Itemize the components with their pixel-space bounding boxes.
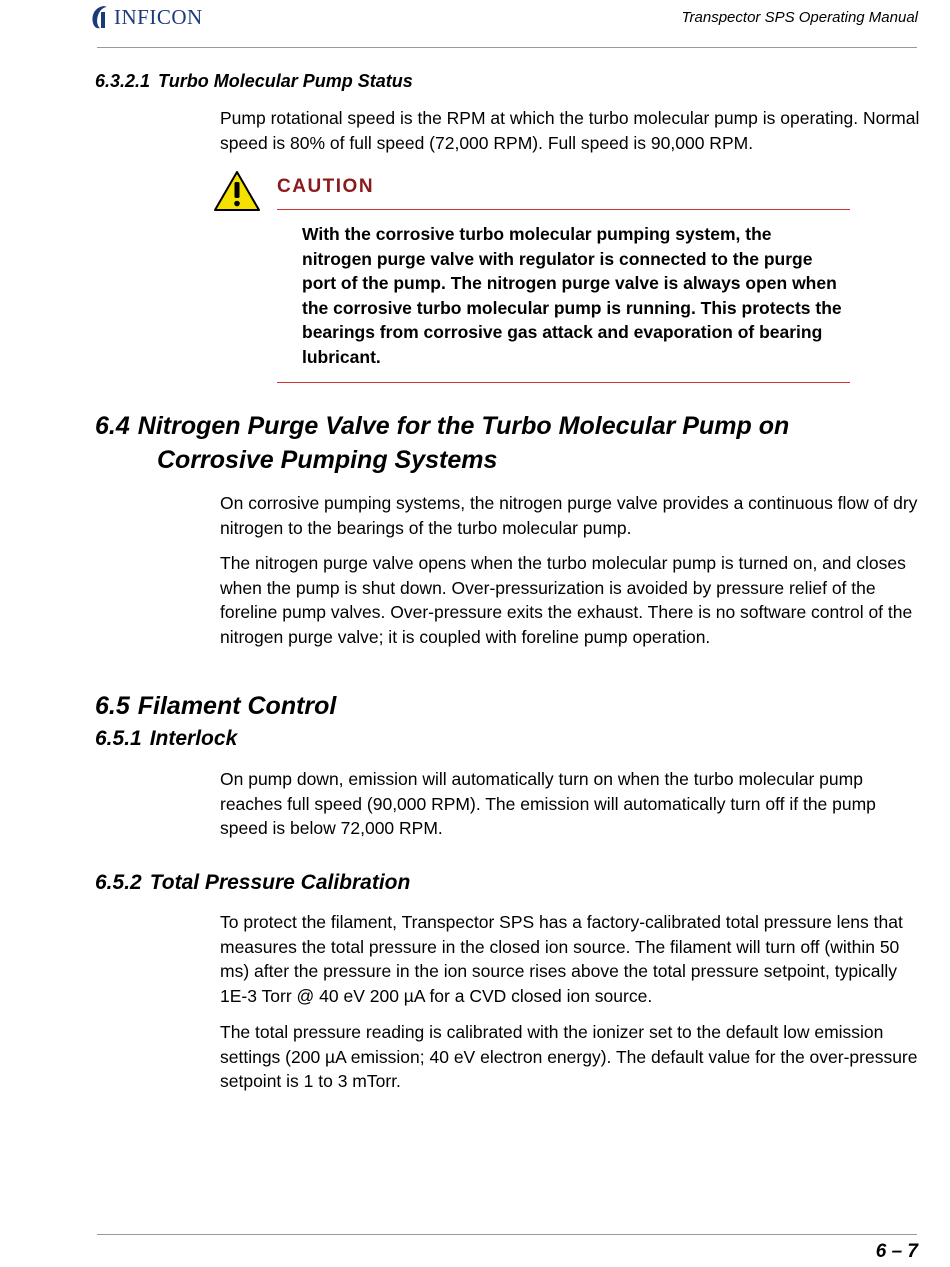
section-title: Interlock xyxy=(149,727,238,750)
caution-label: CAUTION xyxy=(277,176,375,197)
section-number: 6.4 xyxy=(95,412,130,440)
page-number: 6 – 7 xyxy=(875,1241,918,1262)
inficon-logo xyxy=(90,4,203,30)
paragraph-purge-2: The nitrogen purge valve opens when the turbo molecular pump is turned on, and closes when the pump is shut down. Over-pressurization is avoided by pressure relief of the foreline pump valves. Over-pressure exits the exhaust. There is no software control of the nitrogen purge valve; it is coupled with foreline pump operation. xyxy=(220,553,913,647)
section-number: 6.5.2 xyxy=(95,871,142,894)
section-title: Total Pressure Calibration xyxy=(149,871,411,894)
paragraph-calibration-2: The total pressure reading is calibrated with the ionizer set to the default low emission settings (200 µA emission; 40 eV electron energy). The default value for the over-pressure setpoint is 1 to 3 mTorr. xyxy=(220,1022,918,1092)
page-header xyxy=(0,0,950,50)
footer-rule xyxy=(97,1234,917,1235)
section-title: Filament Control xyxy=(137,692,337,720)
section-number: 6.5.1 xyxy=(95,727,142,750)
section-number: 6.5 xyxy=(95,692,130,720)
heading-6-5-2 xyxy=(95,870,410,896)
heading-6-4 xyxy=(95,409,789,477)
paragraph-pump-status: Pump rotational speed is the RPM at which the turbo molecular pump is operating. Normal speed is 80% of full speed (72,000 RPM). Full speed is 90,000 RPM. xyxy=(220,108,920,153)
paragraph-purge-1: On corrosive pumping systems, the nitrogen purge valve provides a continuous flow of dry nitrogen to the bearings of the turbo molecular pump. xyxy=(220,493,918,538)
heading-6-5-1 xyxy=(95,726,237,752)
section-title: Turbo Molecular Pump Status xyxy=(158,71,413,91)
paragraph-calibration-1: To protect the filament, Transpector SPS has a factory-calibrated total pressure lens that measures the total pressure in the closed ion source. The filament will turn off (within 50 ms) after the pressure in the ion source rises above the total pressure setpoint, typically 1E-3 Torr @ 40 eV 200 µA for a CVD closed ion source. xyxy=(220,912,903,1006)
section-number: 6.3.2.1 xyxy=(95,71,151,91)
heading-6-5 xyxy=(95,689,336,723)
document-title: Transpector SPS Operating Manual xyxy=(681,9,918,26)
inficon-swoosh-icon xyxy=(90,4,112,30)
logo-text: INFICON xyxy=(114,5,203,29)
header-rule xyxy=(97,47,917,48)
heading-6-3-2-1 xyxy=(95,70,413,92)
paragraph-interlock: On pump down, emission will automatically turn on when the turbo molecular pump reaches full speed (90,000 RPM). The emission will automatically turn off if the pump speed is below 72,000 RPM. xyxy=(220,769,876,839)
caution-text: With the corrosive turbo molecular pumping system, the nitrogen purge valve with regulator is connected to the purge port of the pump. The nitrogen purge valve is always open when the corrosive turbo molecular pump is running. This protects the bearings from corrosive gas attack and evaporation of bearing lubricant. xyxy=(302,224,842,367)
section-title-line2: Corrosive Pumping Systems xyxy=(157,446,498,474)
caution-bottom-rule xyxy=(277,382,850,383)
warning-triangle-icon xyxy=(213,170,261,217)
caution-top-rule xyxy=(277,209,850,210)
section-title-line1: Nitrogen Purge Valve for the Turbo Molecular Pump on xyxy=(137,412,790,440)
